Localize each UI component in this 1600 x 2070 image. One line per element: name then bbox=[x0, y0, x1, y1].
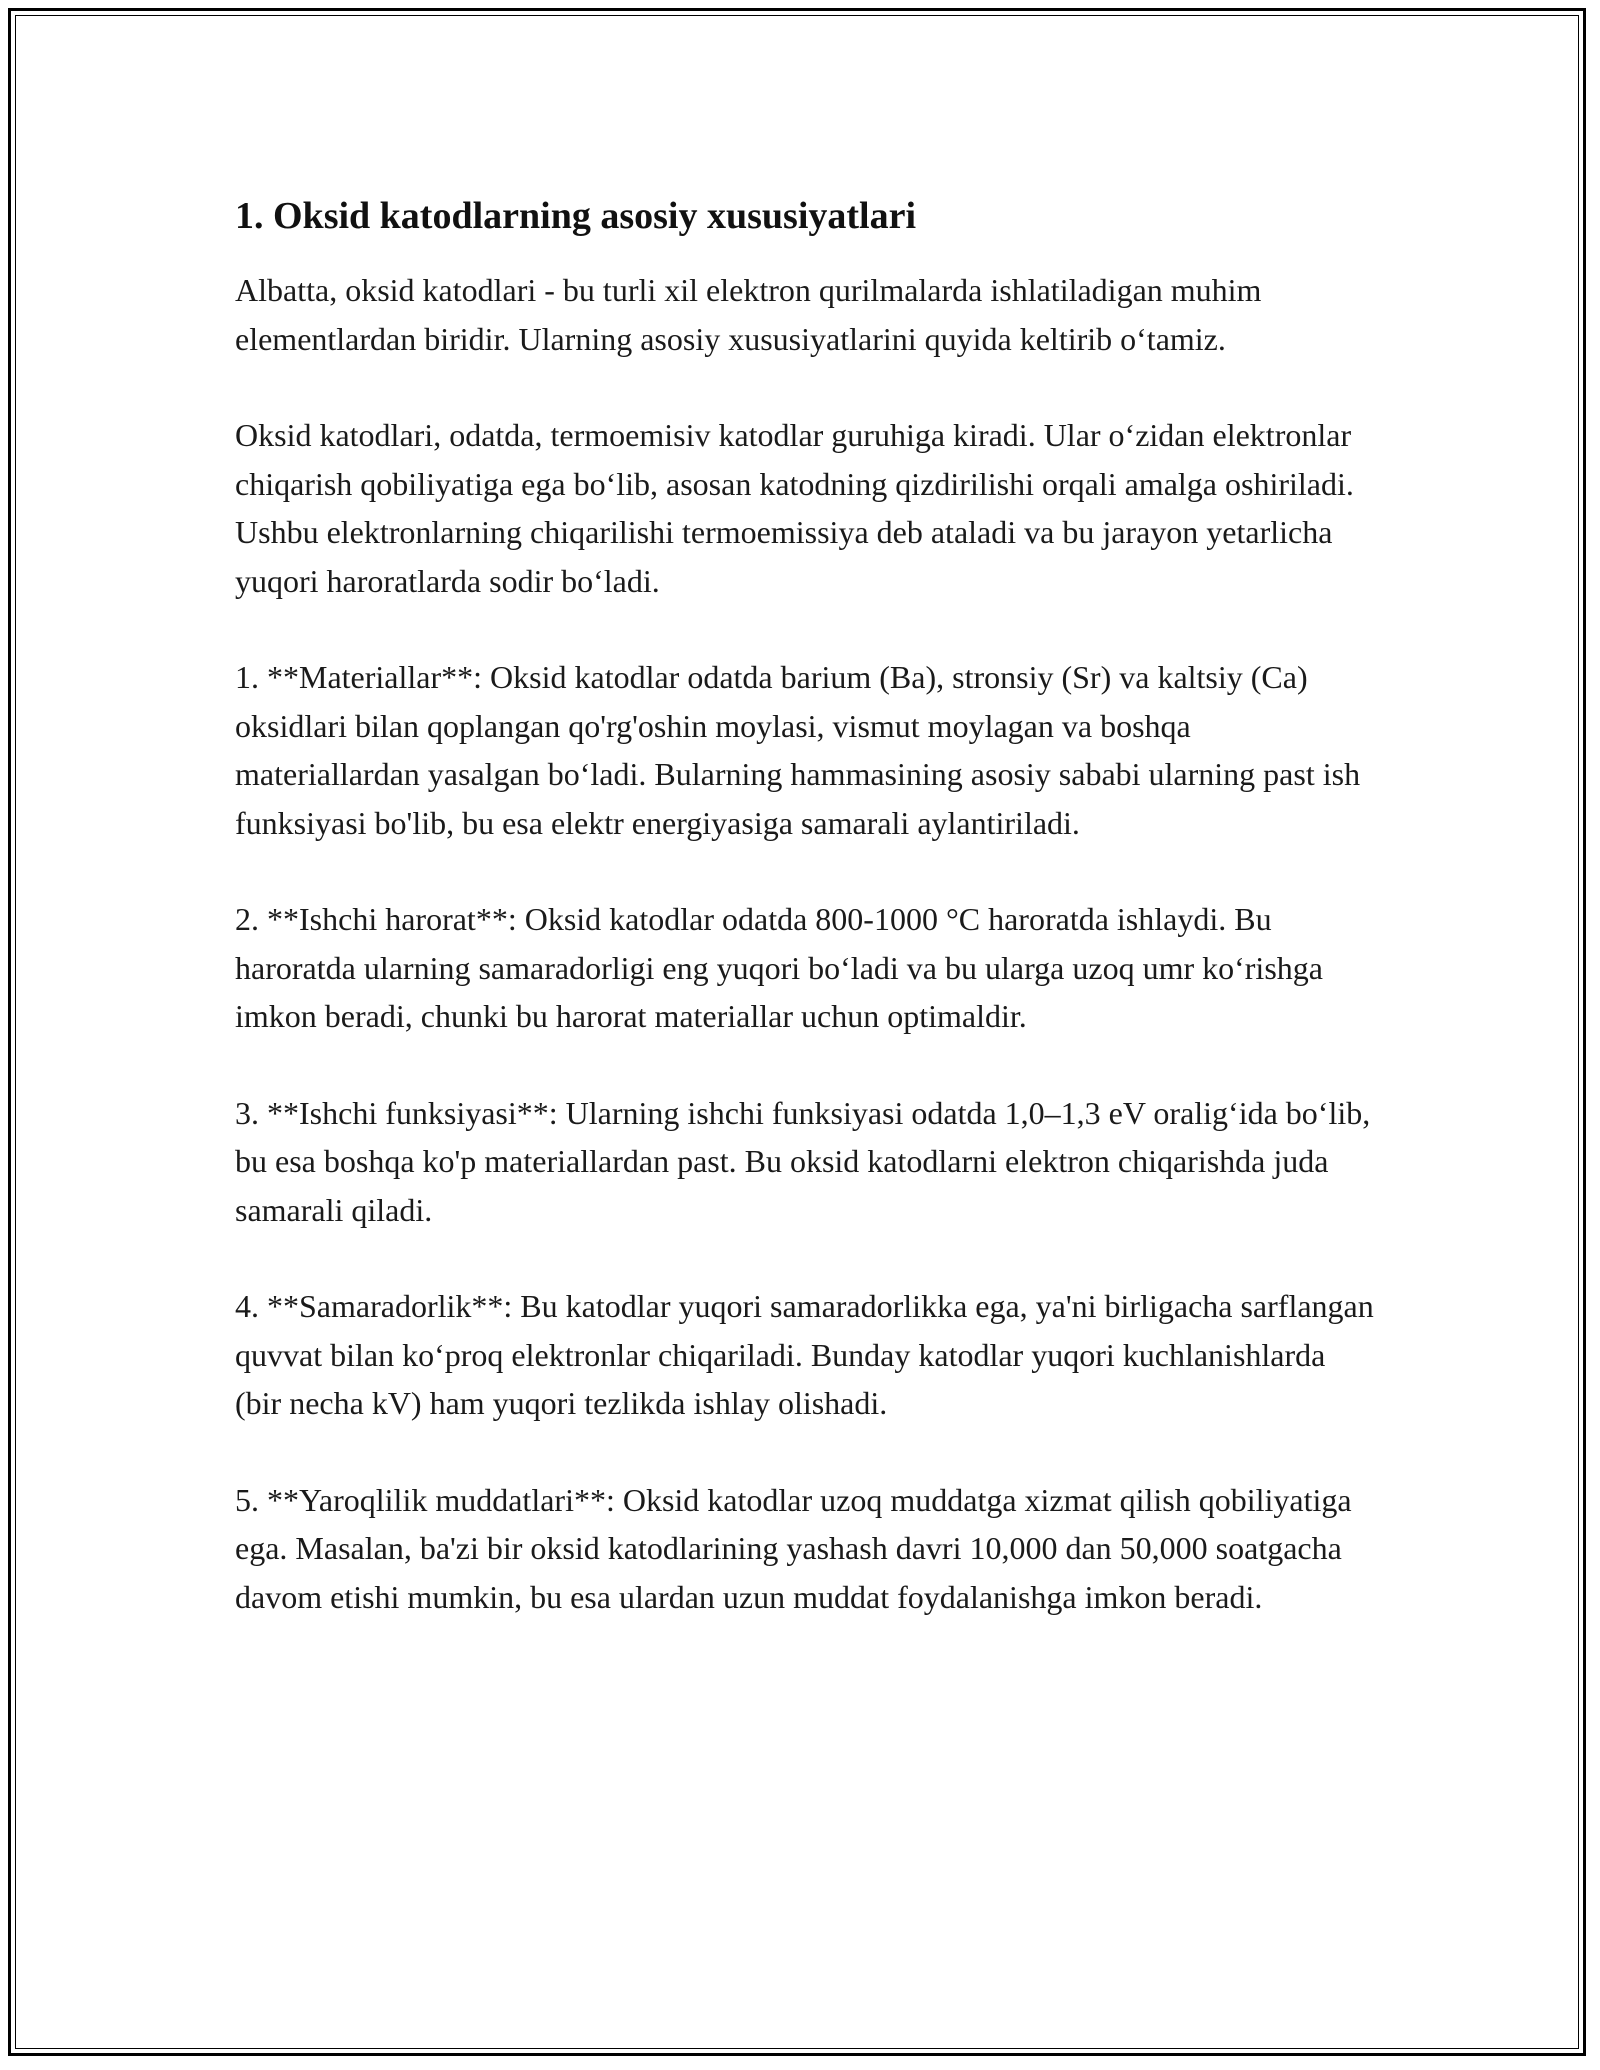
list-item-lifetime: 5. **Yaroqlilik muddatlari**: Oksid katodlar uzoq muddatga xizmat qilish qobiliyatiga ega. Masalan, ba'zi bir oksid katodlarining yashash davri 10,000 dan 50,000 soatgacha davom etishi mumkin, bu esa ulardan uzun muddat foydalanishga imkon beradi. bbox=[235, 1481, 1352, 1615]
paragraph-termoemission: Oksid katodlari, odatda, termoemisiv katodlar guruhiga kiradi. Ular o‘zidan elektronlar chiqarish qobiliyatiga ega bo‘lib, asosan katodning qizdirilishi orqali amalga oshiriladi. Ushbu elektronlarning chiqarilishi termoemissiya deb ataladi va bu jarayon yetarlicha yuqori haroratlarda sodir bo‘ladi. bbox=[235, 417, 1354, 599]
document-title: 1. Oksid katodlarning asosiy xususiyatlari bbox=[235, 195, 917, 237]
document-body bbox=[235, 188, 1375, 1669]
list-item-work-function: 3. **Ishchi funksiyasi**: Ularning ishchi funksiyasi odatda 1,0–1,3 eV oralig‘ida bo‘lib, bu esa boshqa ko'p materiallardan past. Bu oksid katodlarni elektron chiqarishda juda samarali qiladi. bbox=[235, 1094, 1371, 1228]
paragraph-intro: Albatta, oksid katodlari - bu turli xil elektron qurilmalarda ishlatiladigan muhim elementlardan biridir. Ularning asosiy xususiyatlarini quyida keltirib o‘tamiz. bbox=[235, 272, 1262, 357]
list-item-efficiency: 4. **Samaradorlik**: Bu katodlar yuqori samaradorlikka ega, ya'ni birligacha sarflangan quvvat bilan ko‘proq elektronlar chiqariladi. Bunday katodlar yuqori kuchlanishlarda (bir necha kV) ham yuqori tezlikda ishlay olishadi. bbox=[235, 1288, 1374, 1421]
list-item-working-temperature: 2. **Ishchi harorat**: Oksid katodlar odatda 800-1000 °C haroratda ishlaydi. Bu haroratda ularning samaradorligi eng yuqori bo‘ladi va bu ularga uzoq umr ko‘rishga imkon beradi, chunki bu harorat materiallar uchun optimaldir. bbox=[235, 901, 1323, 1034]
list-item-materials: 1. **Materiallar**: Oksid katodlar odatda barium (Ba), stronsiy (Sr) va kaltsiy (Ca) oksidlari bilan qoplangan qo'rg'oshin moylasi, vismut moylagan va boshqa materiallardan yasalgan bo‘ladi. Bularning hammasining asosiy sababi ularning past ish funksiyasi bo'lib, bu esa elektr energiyasiga samarali aylantiriladi. bbox=[235, 659, 1361, 841]
